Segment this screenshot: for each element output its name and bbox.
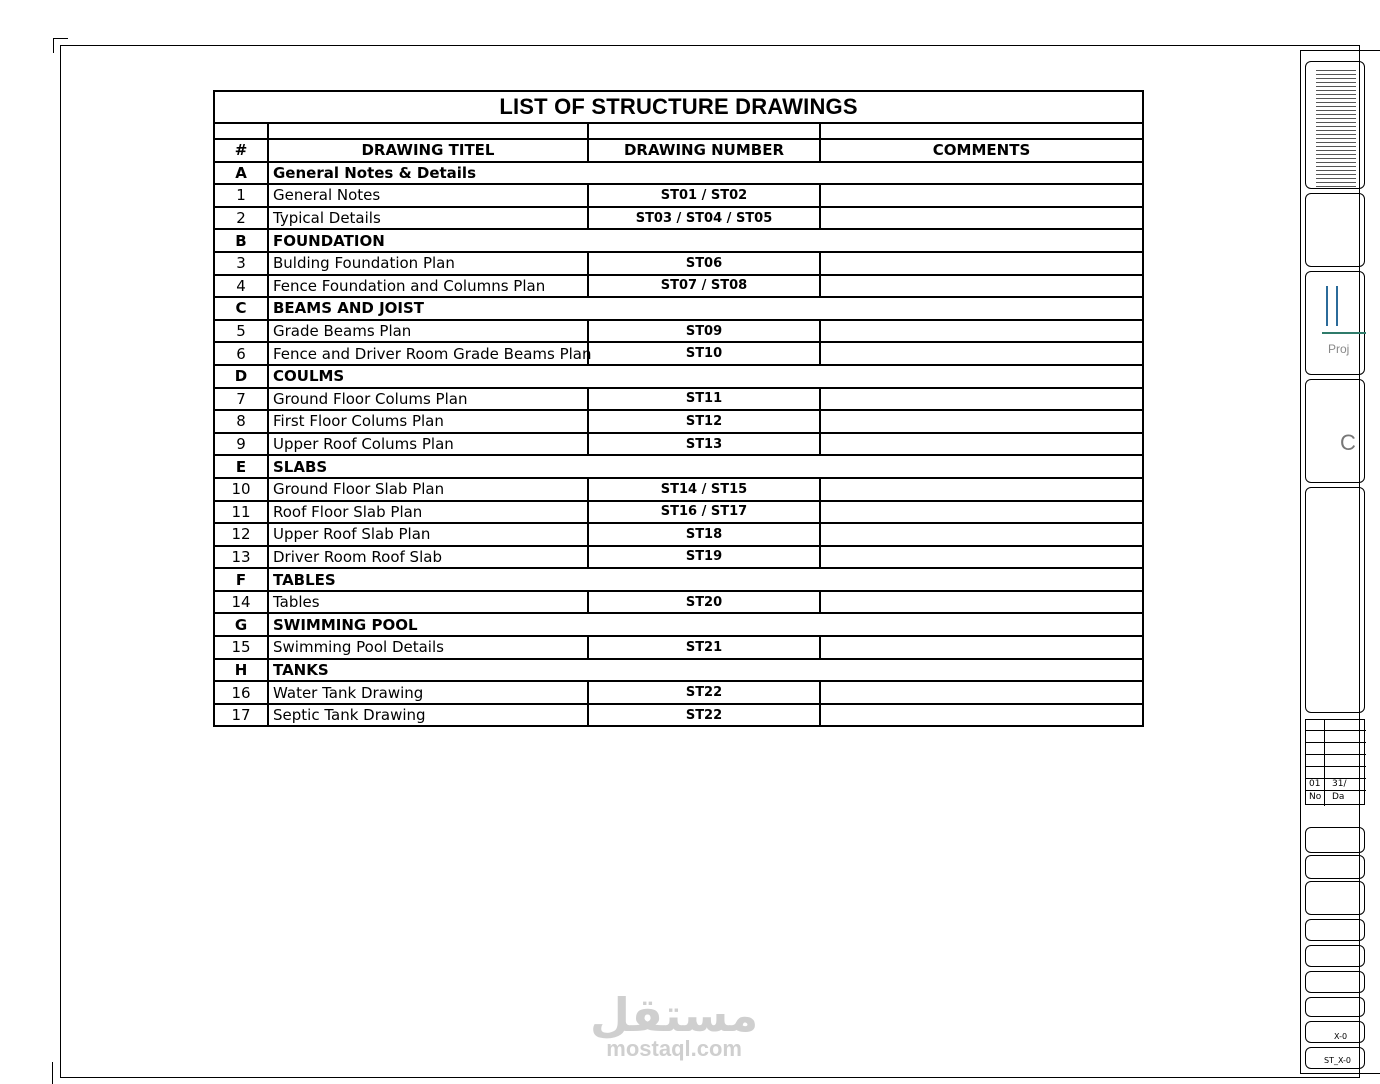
table-row	[214, 207, 1143, 230]
table-row	[214, 704, 1143, 727]
row-number: D	[214, 365, 268, 388]
drawing-list-table	[213, 90, 1144, 727]
section-row	[214, 455, 1143, 478]
comment-cell	[820, 388, 1143, 411]
header-drawing-title: DRAWING TITEL	[268, 139, 588, 162]
scale-box	[1305, 997, 1365, 1017]
table-row	[214, 591, 1143, 614]
comment-cell	[820, 320, 1143, 343]
table-row	[214, 184, 1143, 207]
notes-text-lines	[1316, 70, 1356, 190]
drawing-title: General Notes	[268, 184, 588, 207]
drawing-title: Ground Floor Slab Plan	[268, 478, 588, 501]
drawing-number: ST22	[588, 704, 820, 727]
drawing-title-box	[1305, 971, 1365, 993]
drawing-number: ST11	[588, 388, 820, 411]
row-number: 12	[214, 523, 268, 546]
project-title-box	[1305, 919, 1365, 941]
table-row	[214, 681, 1143, 704]
drawing-number: ST10	[588, 342, 820, 365]
row-number: 9	[214, 433, 268, 456]
consultant-box	[1305, 271, 1365, 375]
watermark-latin: mostaql.com	[606, 1036, 742, 1061]
drawing-title: Fence Foundation and Columns Plan	[268, 275, 588, 298]
table-row	[214, 320, 1143, 343]
row-number: A	[214, 162, 268, 185]
spacer-cell	[588, 123, 820, 139]
row-number: H	[214, 659, 268, 682]
comment-cell	[820, 478, 1143, 501]
project-code: X-0	[1334, 1032, 1348, 1041]
drawing-title: Typical Details	[268, 207, 588, 230]
title-box	[1305, 827, 1365, 853]
drawing-title: Swimming Pool Details	[268, 636, 588, 659]
row-number: 15	[214, 636, 268, 659]
project-label: Proj	[1328, 342, 1350, 356]
drawing-title: Roof Floor Slab Plan	[268, 501, 588, 524]
revision-table	[1305, 719, 1365, 805]
section-title: General Notes & Details	[268, 162, 1143, 185]
section-row	[214, 297, 1143, 320]
project-code-box	[1305, 1021, 1365, 1043]
section-title: TABLES	[268, 568, 1143, 591]
table-title: LIST OF STRUCTURE DRAWINGS	[214, 91, 1143, 123]
logo-baseline	[1322, 332, 1366, 334]
row-number: 2	[214, 207, 268, 230]
section-row	[214, 229, 1143, 252]
comment-cell	[820, 342, 1143, 365]
revision-no-label: No	[1309, 792, 1322, 802]
table-row	[214, 388, 1143, 411]
section-title: SLABS	[268, 455, 1143, 478]
row-number: B	[214, 229, 268, 252]
drawing-number: ST14 / ST15	[588, 478, 820, 501]
drawing-number: ST19	[588, 546, 820, 569]
mostaql-watermark	[590, 990, 758, 1062]
drawing-title: Fence and Driver Room Grade Beams Plan	[268, 342, 588, 365]
drawing-number: ST06	[588, 252, 820, 275]
table-row	[214, 252, 1143, 275]
sheet-number: ST_X-0	[1324, 1056, 1352, 1065]
table-row	[214, 501, 1143, 524]
client-box	[1305, 193, 1365, 267]
drawing-title: Driver Room Roof Slab	[268, 546, 588, 569]
row-number: 16	[214, 681, 268, 704]
drawing-number: ST18	[588, 523, 820, 546]
header-drawing-number: DRAWING NUMBER	[588, 139, 820, 162]
watermark-arabic: مستقل	[590, 988, 759, 1042]
row-number: G	[214, 613, 268, 636]
drawing-number: ST20	[588, 591, 820, 614]
drawing-title: Bulding Foundation Plan	[268, 252, 588, 275]
sheet-number-box	[1305, 1047, 1365, 1069]
drawing-number: ST07 / ST08	[588, 275, 820, 298]
table-row	[214, 342, 1143, 365]
drawing-title: Grade Beams Plan	[268, 320, 588, 343]
table-header-row	[214, 139, 1143, 162]
row-number: C	[214, 297, 268, 320]
row-number: 13	[214, 546, 268, 569]
project-number-box	[1305, 945, 1365, 967]
table-spacer-row	[214, 123, 1143, 139]
drawing-title: Ground Floor Colums Plan	[268, 388, 588, 411]
comment-cell	[820, 591, 1143, 614]
comment-cell	[820, 184, 1143, 207]
row-number: 17	[214, 704, 268, 727]
comment-cell	[820, 410, 1143, 433]
section-title: TANKS	[268, 659, 1143, 682]
comment-cell	[820, 501, 1143, 524]
section-title: COULMS	[268, 365, 1143, 388]
drawing-title: Septic Tank Drawing	[268, 704, 588, 727]
section-title: SWIMMING POOL	[268, 613, 1143, 636]
table-row	[214, 410, 1143, 433]
revision-date: 31/	[1332, 779, 1347, 789]
spacer-cell	[268, 123, 588, 139]
section-row	[214, 162, 1143, 185]
table-row	[214, 523, 1143, 546]
section-row	[214, 365, 1143, 388]
table-row	[214, 275, 1143, 298]
section-row	[214, 613, 1143, 636]
drawing-number: ST16 / ST17	[588, 501, 820, 524]
row-number: 5	[214, 320, 268, 343]
section-title: BEAMS AND JOIST	[268, 297, 1143, 320]
consultant-logo-icon	[1326, 286, 1346, 330]
drawing-number: ST21	[588, 636, 820, 659]
general-notes-box	[1305, 61, 1365, 189]
drawn-by-box	[1305, 855, 1365, 879]
section-title: FOUNDATION	[268, 229, 1143, 252]
schedule-box	[1305, 487, 1365, 713]
drawing-title: Upper Roof Slab Plan	[268, 523, 588, 546]
row-number: E	[214, 455, 268, 478]
table-row	[214, 546, 1143, 569]
table-row	[214, 478, 1143, 501]
title-block	[1300, 50, 1380, 1074]
drawing-number: ST09	[588, 320, 820, 343]
comment-cell	[820, 636, 1143, 659]
row-number: 10	[214, 478, 268, 501]
row-number: 8	[214, 410, 268, 433]
primary-drawing-box	[1305, 881, 1365, 915]
header-number: #	[214, 139, 268, 162]
section-row	[214, 568, 1143, 591]
drawing-number: ST01 / ST02	[588, 184, 820, 207]
row-number: 4	[214, 275, 268, 298]
drawing-title: Tables	[268, 591, 588, 614]
revision-date-label: Da	[1332, 792, 1345, 802]
comment-cell	[820, 523, 1143, 546]
edge-tick-mark	[52, 1062, 53, 1084]
header-comments: COMMENTS	[820, 139, 1143, 162]
drawing-number: ST03 / ST04 / ST05	[588, 207, 820, 230]
spacer-cell	[214, 123, 268, 139]
row-number: 14	[214, 591, 268, 614]
section-row	[214, 659, 1143, 682]
revision-no: 01	[1309, 779, 1321, 789]
row-number: 3	[214, 252, 268, 275]
drawing-number: ST22	[588, 681, 820, 704]
comment-cell	[820, 704, 1143, 727]
comment-cell	[820, 207, 1143, 230]
row-number: 6	[214, 342, 268, 365]
drawing-title: Upper Roof Colums Plan	[268, 433, 588, 456]
comment-cell	[820, 252, 1143, 275]
comment-cell	[820, 681, 1143, 704]
drawing-title: Water Tank Drawing	[268, 681, 588, 704]
drawing-number: ST13	[588, 433, 820, 456]
row-number: 11	[214, 501, 268, 524]
table-title-row	[214, 91, 1143, 123]
comment-cell	[820, 546, 1143, 569]
row-number: F	[214, 568, 268, 591]
spacer-cell	[820, 123, 1143, 139]
drawing-title: First Floor Colums Plan	[268, 410, 588, 433]
comment-cell	[820, 275, 1143, 298]
row-number: 7	[214, 388, 268, 411]
table-row	[214, 636, 1143, 659]
comment-cell	[820, 433, 1143, 456]
location-letter: C	[1340, 430, 1356, 455]
table-row	[214, 433, 1143, 456]
row-number: 1	[214, 184, 268, 207]
drawing-number: ST12	[588, 410, 820, 433]
location-box	[1305, 379, 1365, 483]
